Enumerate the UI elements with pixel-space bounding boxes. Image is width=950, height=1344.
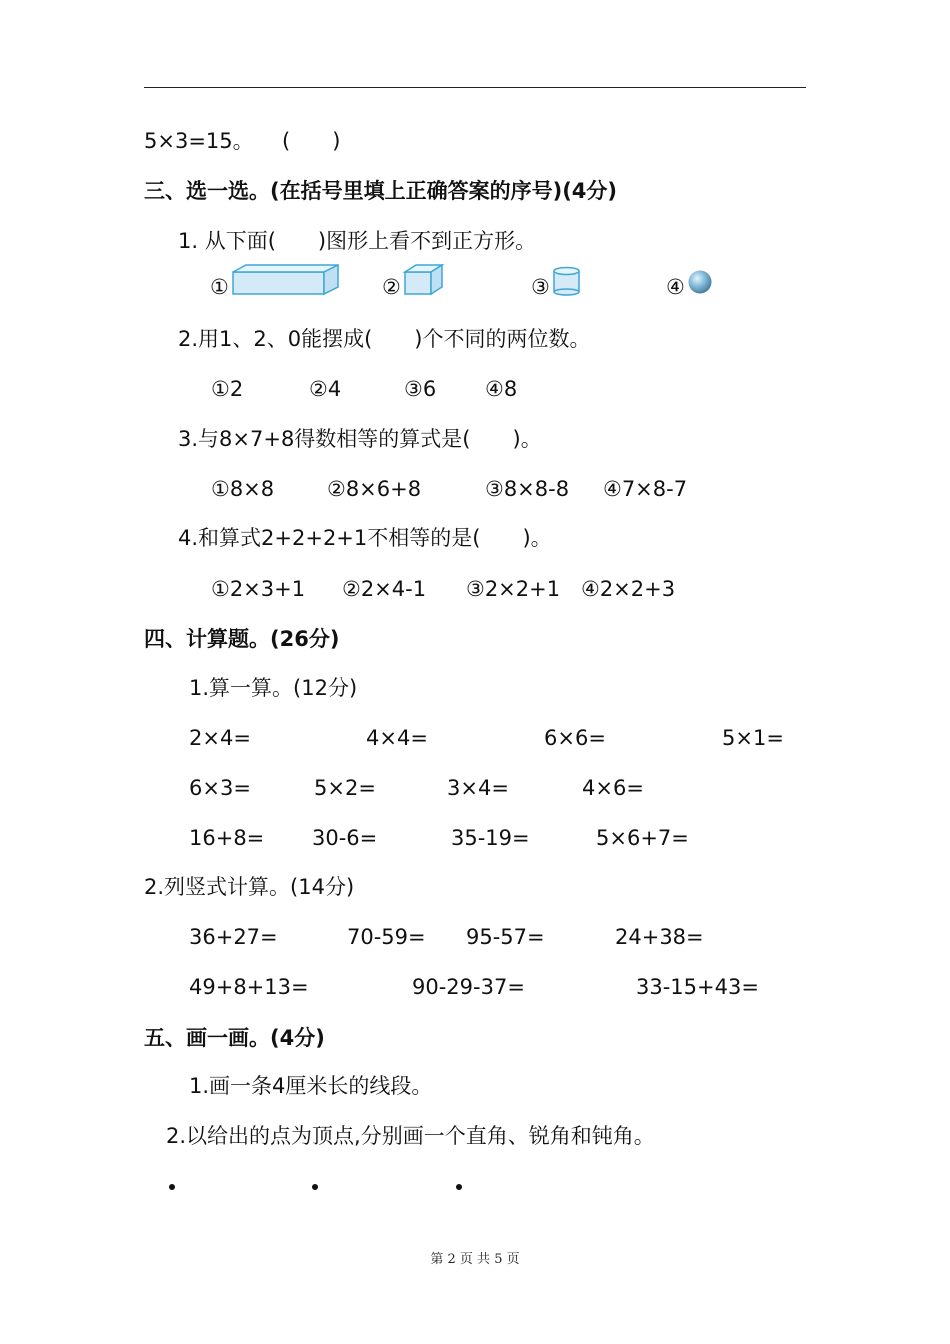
calc-item: 3×4=	[447, 776, 509, 800]
s3-q2-opt4: ④8	[485, 377, 518, 401]
s4-p2-title: 2.列竖式计算。(14分)	[144, 875, 355, 899]
calc-item: 35-19=	[451, 826, 530, 850]
section-4-heading: 四、计算题。(26分)	[144, 627, 340, 651]
calc-item: 30-6=	[312, 826, 378, 850]
calc-item: 5×1=	[722, 726, 784, 750]
s3-q1-text: 1. 从下面( )图形上看不到正方形。	[178, 229, 537, 253]
section-5-heading: 五、画一画。(4分)	[144, 1026, 325, 1050]
vertex-dot	[169, 1184, 175, 1190]
vertical-calc-item: 90-29-37=	[412, 975, 525, 999]
vertical-calc-item: 70-59=	[347, 925, 426, 949]
s3-q2-opt2: ②4	[309, 377, 342, 401]
s5-q1-text: 1.画一条4厘米长的线段。	[189, 1074, 433, 1098]
s3-q2-text: 2.用1、2、0能摆成( )个不同的两位数。	[178, 327, 591, 351]
s3-q1-opt2-label: ②	[382, 275, 401, 299]
s3-q3-opt1: ①8×8	[211, 477, 275, 501]
vertical-calc-item: 49+8+13=	[189, 975, 309, 999]
s3-q4-opt2: ②2×4-1	[342, 577, 427, 601]
calc-item: 4×4=	[366, 726, 428, 750]
calc-item: 2×4=	[189, 726, 251, 750]
vertex-dot	[456, 1184, 462, 1190]
prev-answer-paren[interactable]: ( )	[282, 129, 341, 153]
s3-q1-opt4-label: ④	[666, 275, 685, 299]
cube-icon	[404, 264, 444, 296]
vertical-calc-item: 24+38=	[615, 925, 704, 949]
s3-q1-opt3-label: ③	[531, 275, 550, 299]
s3-q4-opt4: ④2×2+3	[581, 577, 676, 601]
vertical-calc-item: 36+27=	[189, 925, 278, 949]
calc-item: 4×6=	[582, 776, 644, 800]
s3-q2-opt1: ①2	[211, 377, 244, 401]
vertical-calc-item: 95-57=	[466, 925, 545, 949]
sphere-icon	[688, 270, 714, 296]
s5-q2-text: 2.以给出的点为顶点,分别画一个直角、锐角和钝角。	[166, 1124, 655, 1148]
prev-question: 5×3=15。	[144, 129, 254, 153]
s3-q2-opt3: ③6	[404, 377, 437, 401]
s3-q4-opt1: ①2×3+1	[211, 577, 306, 601]
s3-q4-text: 4.和算式2+2+2+1不相等的是( )。	[178, 526, 552, 550]
s3-q3-text: 3.与8×7+8得数相等的算式是( )。	[178, 427, 542, 451]
top-rule	[144, 87, 806, 88]
vertical-calc-item: 33-15+43=	[636, 975, 759, 999]
s3-q1-opt1-label: ①	[210, 275, 229, 299]
page-footer: 第 2 页 共 5 页	[430, 1252, 520, 1267]
s3-q3-opt3: ③8×8-8	[485, 477, 570, 501]
s3-q4-opt3: ③2×2+1	[466, 577, 561, 601]
calc-item: 5×6+7=	[596, 826, 689, 850]
calc-item: 5×2=	[314, 776, 376, 800]
calc-item: 16+8=	[189, 826, 265, 850]
s4-p1-title: 1.算一算。(12分)	[189, 676, 358, 700]
cuboid-icon	[232, 264, 340, 296]
s3-q3-opt4: ④7×8-7	[603, 477, 688, 501]
calc-item: 6×6=	[544, 726, 606, 750]
section-3-heading: 三、选一选。(在括号里填上正确答案的序号)(4分)	[144, 179, 618, 203]
cylinder-icon	[553, 266, 581, 296]
calc-item: 6×3=	[189, 776, 251, 800]
s3-q3-opt2: ②8×6+8	[327, 477, 422, 501]
vertex-dot	[312, 1184, 318, 1190]
